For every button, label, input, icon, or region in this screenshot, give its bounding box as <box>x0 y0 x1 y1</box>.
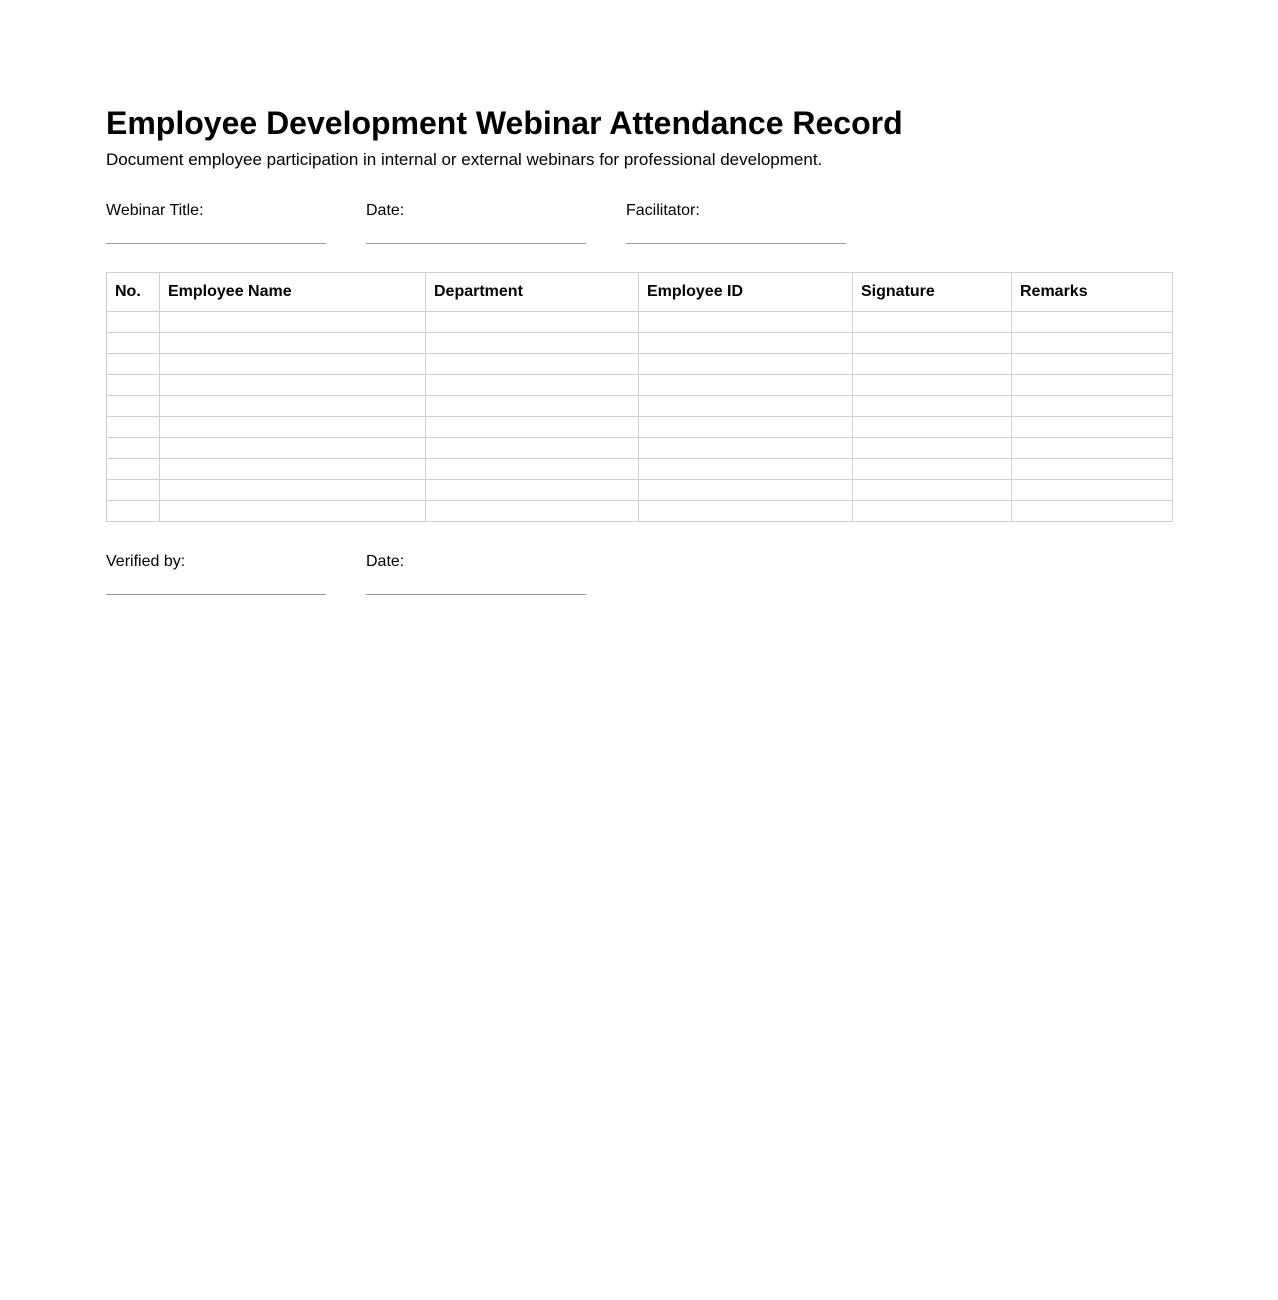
cell-department[interactable] <box>426 312 639 333</box>
column-header-department: Department <box>426 273 639 312</box>
cell-remarks[interactable] <box>1012 312 1173 333</box>
cell-employee-name[interactable] <box>160 333 426 354</box>
verification-date-label: Date: <box>366 553 405 570</box>
column-header-signature: Signature <box>853 273 1012 312</box>
page-subtitle: Document employee participation in internal or external webinars for professional development. <box>106 150 823 169</box>
cell-employee-id[interactable] <box>639 312 853 333</box>
cell-department[interactable] <box>426 333 639 354</box>
date-line[interactable] <box>366 243 586 244</box>
cell-signature[interactable] <box>853 375 1012 396</box>
cell-employee-name[interactable] <box>160 354 426 375</box>
cell-employee-name[interactable] <box>160 312 426 333</box>
cell-signature[interactable] <box>853 417 1012 438</box>
table-row <box>107 417 1173 438</box>
cell-employee-id[interactable] <box>639 459 853 480</box>
cell-signature[interactable] <box>853 501 1012 522</box>
facilitator-field[interactable] <box>626 201 846 221</box>
date-field[interactable] <box>366 201 586 221</box>
cell-no[interactable] <box>107 417 160 438</box>
cell-remarks[interactable] <box>1012 417 1173 438</box>
cell-employee-id[interactable] <box>639 333 853 354</box>
cell-remarks[interactable] <box>1012 333 1173 354</box>
attendance-table-body <box>107 312 1173 522</box>
cell-remarks[interactable] <box>1012 375 1173 396</box>
column-header-no: No. <box>107 273 160 312</box>
cell-department[interactable] <box>426 459 639 480</box>
cell-employee-name[interactable] <box>160 375 426 396</box>
cell-no[interactable] <box>107 333 160 354</box>
cell-signature[interactable] <box>853 312 1012 333</box>
cell-employee-id[interactable] <box>639 480 853 501</box>
table-row <box>107 312 1173 333</box>
cell-no[interactable] <box>107 396 160 417</box>
cell-employee-id[interactable] <box>639 354 853 375</box>
cell-employee-name[interactable] <box>160 459 426 480</box>
verification-date-field[interactable] <box>366 552 586 572</box>
cell-no[interactable] <box>107 438 160 459</box>
cell-remarks[interactable] <box>1012 438 1173 459</box>
cell-signature[interactable] <box>853 438 1012 459</box>
cell-employee-name[interactable] <box>160 480 426 501</box>
cell-remarks[interactable] <box>1012 354 1173 375</box>
cell-signature[interactable] <box>853 396 1012 417</box>
cell-department[interactable] <box>426 501 639 522</box>
cell-employee-id[interactable] <box>639 375 853 396</box>
table-row <box>107 354 1173 375</box>
table-row <box>107 438 1173 459</box>
verified-by-label: Verified by: <box>106 553 186 570</box>
cell-employee-name[interactable] <box>160 417 426 438</box>
cell-department[interactable] <box>426 417 639 438</box>
cell-signature[interactable] <box>853 333 1012 354</box>
column-header-employee-name: Employee Name <box>160 273 426 312</box>
cell-employee-name[interactable] <box>160 501 426 522</box>
cell-department[interactable] <box>426 375 639 396</box>
cell-department[interactable] <box>426 438 639 459</box>
cell-remarks[interactable] <box>1012 459 1173 480</box>
facilitator-line[interactable] <box>626 243 846 244</box>
table-row <box>107 480 1173 501</box>
date-label: Date: <box>366 202 405 219</box>
attendance-table <box>106 272 1173 522</box>
table-header-row <box>107 273 1173 312</box>
verified-by-field[interactable] <box>106 552 326 572</box>
webinar-title-label: Webinar Title: <box>106 202 204 219</box>
cell-remarks[interactable] <box>1012 480 1173 501</box>
cell-remarks[interactable] <box>1012 396 1173 417</box>
webinar-title-line[interactable] <box>106 243 326 244</box>
table-row <box>107 501 1173 522</box>
cell-no[interactable] <box>107 354 160 375</box>
cell-employee-id[interactable] <box>639 501 853 522</box>
table-row <box>107 459 1173 480</box>
cell-employee-name[interactable] <box>160 438 426 459</box>
cell-remarks[interactable] <box>1012 501 1173 522</box>
cell-employee-id[interactable] <box>639 438 853 459</box>
table-row <box>107 375 1173 396</box>
cell-no[interactable] <box>107 312 160 333</box>
verification-date-line[interactable] <box>366 594 586 595</box>
cell-signature[interactable] <box>853 459 1012 480</box>
cell-no[interactable] <box>107 501 160 522</box>
cell-employee-id[interactable] <box>639 417 853 438</box>
table-row <box>107 333 1173 354</box>
page-title: Employee Development Webinar Attendance Record <box>106 105 903 141</box>
cell-signature[interactable] <box>853 354 1012 375</box>
cell-employee-name[interactable] <box>160 396 426 417</box>
cell-signature[interactable] <box>853 480 1012 501</box>
facilitator-label: Facilitator: <box>626 202 700 219</box>
webinar-title-field[interactable] <box>106 201 326 221</box>
table-row <box>107 396 1173 417</box>
verified-by-line[interactable] <box>106 594 326 595</box>
cell-department[interactable] <box>426 354 639 375</box>
cell-no[interactable] <box>107 375 160 396</box>
column-header-remarks: Remarks <box>1012 273 1173 312</box>
column-header-employee-id: Employee ID <box>639 273 853 312</box>
cell-department[interactable] <box>426 396 639 417</box>
cell-department[interactable] <box>426 480 639 501</box>
cell-employee-id[interactable] <box>639 396 853 417</box>
cell-no[interactable] <box>107 480 160 501</box>
cell-no[interactable] <box>107 459 160 480</box>
